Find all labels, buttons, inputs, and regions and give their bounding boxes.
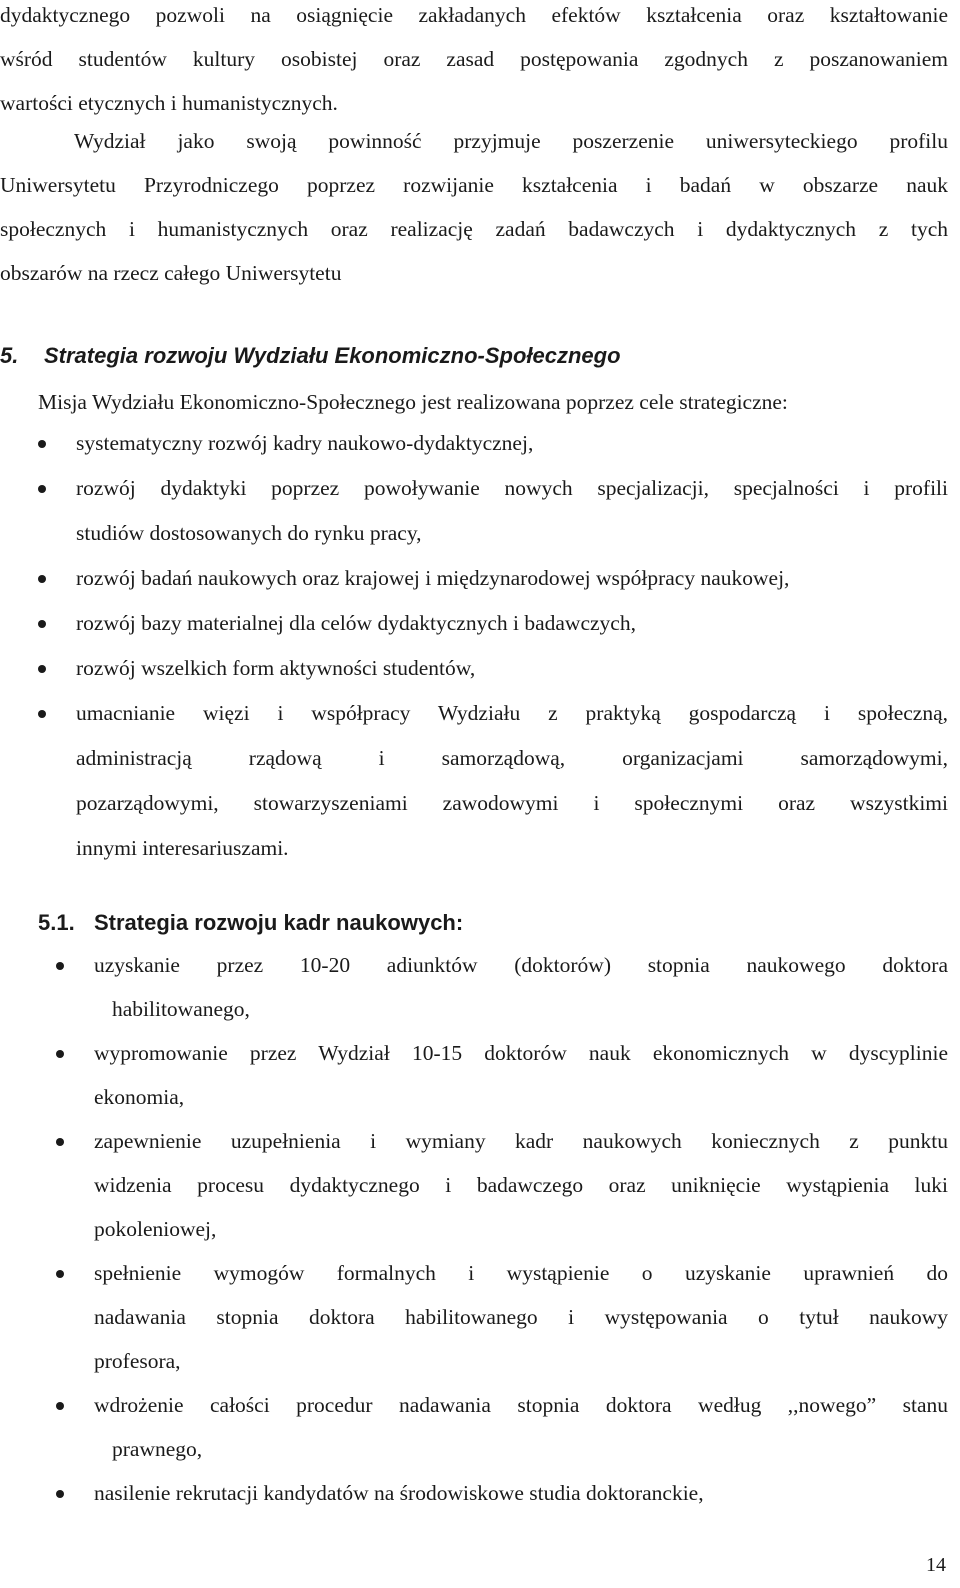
page-number: 14 [926,1554,946,1576]
section-heading-5-1 [38,908,463,938]
section-number: 5. [0,343,19,368]
bullet-icon [56,1490,64,1498]
text-line: dydaktycznego pozwoli na osiągnięcie zakładanych efektów kształcenia oraz kształtowanie [0,3,948,27]
bullet-icon [56,1138,64,1146]
list-item [56,950,948,1038]
text-line: Uniwersytetu Przyrodniczego poprzez rozwijanie kształcenia i badań w obszarze nauk [0,173,948,197]
text-line: habilitowanego, [112,997,250,1021]
text-line: nadawania stopnia doktora habilitowanego i występowania o tytuł naukowy [94,1305,948,1329]
list-item [38,608,948,653]
section-heading-5 [0,341,621,371]
paragraph-faculty [0,126,948,302]
section-intro: Misja Wydziału Ekonomiczno-Społecznego jest realizowana poprzez cele strategiczne: [38,390,788,414]
section-number: 5.1. [38,910,75,935]
text-line: umacnianie więzi i współpracy Wydziału z praktyką gospodarczą i społeczną, [76,701,948,725]
text-line: rozwój bazy materialnej dla celów dydaktycznych i badawczych, [76,611,636,635]
list-item [38,428,948,473]
text-line: studiów dostosowanych do rynku pracy, [76,521,422,545]
text-line: społecznych i humanistycznych oraz realizację zadań badawczych i dydaktycznych z tych [0,217,948,241]
bullet-icon [38,575,46,583]
text-line: rozwój dydaktyki poprzez powoływanie nowych specjalizacji, specjalności i profili [76,476,948,500]
text-line: innymi interesariuszami. [76,836,289,860]
section-title: Strategia rozwoju Wydziału Ekonomiczno-Społecznego [44,343,621,368]
text-line: wypromowanie przez Wydział 10-15 doktorów nauk ekonomicznych w dyscyplinie [94,1041,948,1065]
list-item [56,1478,948,1522]
text-line: wdrożenie całości procedur nadawania stopnia doktora według ,,nowego” stanu [94,1393,948,1417]
bullet-icon [38,665,46,673]
text-line: systematyczny rozwój kadry naukowo-dydaktycznej, [76,431,534,455]
list-item [56,1258,948,1390]
text-line: wśród studentów kultury osobistej oraz zasad postępowania zgodnych z poszanowaniem [0,47,948,71]
bullet-icon [38,710,46,718]
text-line: nasilenie rekrutacji kandydatów na środowiskowe studia doktoranckie, [94,1481,704,1505]
text-line: uzyskanie przez 10-20 adiunktów (doktorów) stopnia naukowego doktora [94,953,948,977]
text-line: rozwój wszelkich form aktywności studentów, [76,656,476,680]
bullet-icon [56,962,64,970]
staff-strategy-list [56,950,948,1522]
paragraph-continuation [0,0,948,132]
bullet-icon [56,1270,64,1278]
text-line: ekonomia, [94,1085,185,1109]
list-item [38,653,948,698]
bullet-icon [56,1050,64,1058]
text-line: rozwój badań naukowych oraz krajowej i międzynarodowej współpracy naukowej, [76,566,790,590]
text-line: wartości etycznych i humanistycznych. [0,91,338,115]
list-item [56,1126,948,1258]
text-line: profesora, [94,1349,181,1373]
list-item [38,473,948,563]
text-line: obszarów na rzecz całego Uniwersytetu [0,261,342,285]
list-item [56,1390,948,1478]
text-line: pozarządowymi, stowarzyszeniami zawodowymi i społecznymi oraz wszystkimi [76,791,948,815]
list-item [38,698,948,878]
bullet-icon [38,485,46,493]
bullet-icon [38,620,46,628]
strategic-goals-list [38,428,948,878]
section-title: Strategia rozwoju kadr naukowych: [94,910,464,935]
bullet-icon [38,440,46,448]
text-line: Wydział jako swoją powinność przyjmuje poszerzenie uniwersyteckiego profilu [74,129,948,153]
text-line: prawnego, [112,1437,203,1461]
text-line: zapewnienie uzupełnienia i wymiany kadr naukowych koniecznych z punktu [94,1129,948,1153]
text-line: widzenia procesu dydaktycznego i badawczego oraz uniknięcie wystąpienia luki [94,1173,948,1197]
text-line: administracją rządową i samorządową, organizacjami samorządowymi, [76,746,948,770]
text-line: pokoleniowej, [94,1217,217,1241]
bullet-icon [56,1402,64,1410]
list-item [56,1038,948,1126]
list-item [38,563,948,608]
text-line: spełnienie wymogów formalnych i wystąpienie o uzyskanie uprawnień do [94,1261,948,1285]
